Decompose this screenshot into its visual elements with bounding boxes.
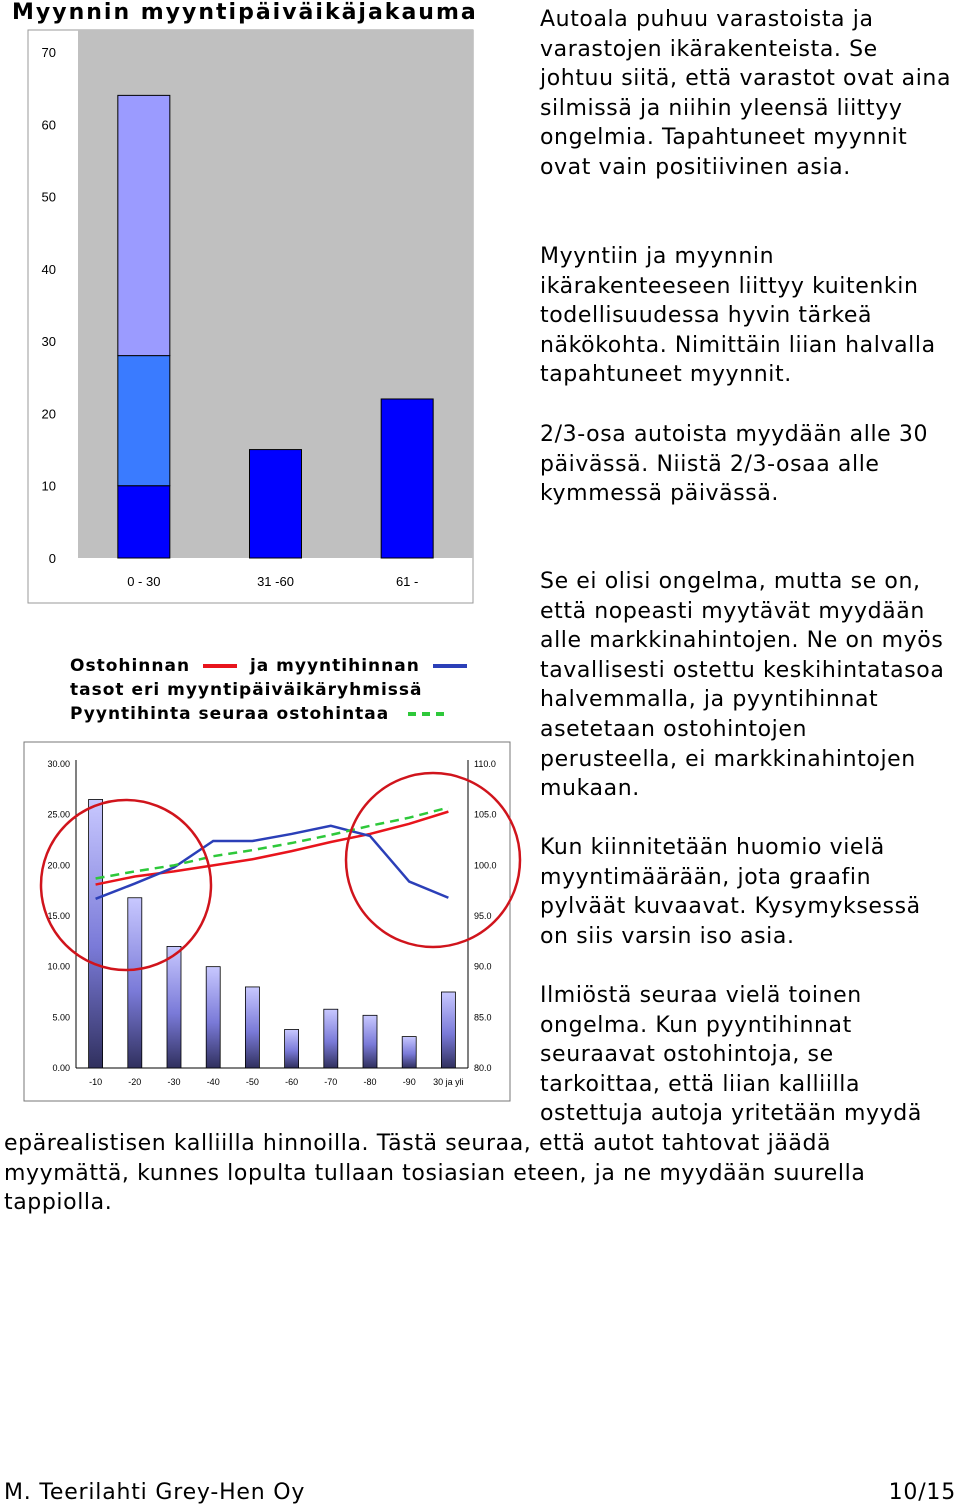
chart2-bar xyxy=(167,946,181,1068)
chart2-x-tick: -40 xyxy=(206,1077,220,1087)
chart1-y-tick: 30 xyxy=(41,334,56,350)
paragraph-3: 2/3-osa autoista myydään alle 30 päivässä. Niistä 2/3-osaa alle kymmessä päivässä. xyxy=(540,422,929,507)
chart2-bar xyxy=(128,898,142,1068)
chart1-y-tick: 50 xyxy=(41,189,56,205)
footer-author: M. Teerilahti Grey-Hen Oy xyxy=(4,1480,306,1505)
chart2-x-tick: -70 xyxy=(324,1077,338,1087)
legend-line-2: tasot eri myyntipäiväikäryhmissä xyxy=(70,680,423,700)
paragraph-5: Kun kiinnitetään huomio vielä myyntimäärään, jota graafin pylväät kuvaavat. Kysymyksessä on siis varsin iso asia. xyxy=(540,835,921,949)
chart2-right-tick: 100.0 xyxy=(474,860,497,871)
chart2-bar xyxy=(245,987,259,1068)
chart1-y-tick: 0 xyxy=(48,551,56,566)
chart2-bar xyxy=(206,967,220,1068)
chart2-left-tick: 30.00 xyxy=(47,759,70,769)
chart2-bar xyxy=(402,1037,416,1068)
chart2-bar xyxy=(324,1009,338,1068)
paragraph-6: Ilmiöstä seuraa vielä toinen ongelma. Kun pyyntihinnat seuraavat ostohintoja, se tarkoittaa, että liian kalliilla ostettuja autoja yritetään myydä xyxy=(540,983,922,1127)
chart1-y-tick: 10 xyxy=(41,478,56,494)
chart2-x-tick: -90 xyxy=(402,1077,416,1087)
chart2-right-tick: 85.0 xyxy=(474,1012,492,1023)
chart2-x-tick: -80 xyxy=(363,1077,377,1087)
chart2-x-tick: -30 xyxy=(167,1077,181,1087)
chart2-left-tick: 20.00 xyxy=(47,860,70,871)
chart2-x-tick: 30 ja yli xyxy=(433,1077,464,1087)
chart2-bar xyxy=(363,1015,377,1068)
chart2-x-tick: -10 xyxy=(89,1077,103,1087)
chart1-y-tick: 20 xyxy=(41,406,56,422)
chart2-x-tick: -50 xyxy=(245,1077,259,1087)
chart2-left-tick: 5.00 xyxy=(52,1012,70,1023)
chart2-bar xyxy=(89,799,103,1068)
chart1-y-tick: 40 xyxy=(41,261,56,277)
chart1-x-tick: 31 -60 xyxy=(257,574,294,589)
paragraph-1: Autoala puhuu varastoista ja varastojen ikärakenteista. Se johtuu siitä, että varastot ovat aina silmissä ja niihin yleensä liittyy ongelmia. Tapahtuneet myynnit ovat vain positiivinen asia. xyxy=(540,7,952,180)
legend-sale-label: ja myyntihinnan xyxy=(249,656,420,676)
price-levels-chart xyxy=(0,0,530,1110)
chart2-left-tick: 25.00 xyxy=(47,809,70,820)
paragraph-4: Se ei olisi ongelma, mutta se on, että nopeasti myytävät myydään alle markkinahintojen. Ne on myös tavallisesti ostettu keskihintatasoa halvemmalla, ja pyyntihinnat asetetaan ostohintojen perusteella, ei markkinahintojen mukaan. xyxy=(540,569,945,802)
chart2-x-tick: -60 xyxy=(285,1077,299,1087)
chart2-right-tick: 110.0 xyxy=(474,759,496,769)
chart2-left-tick: 0.00 xyxy=(52,1063,70,1073)
chart2-left-tick: 10.00 xyxy=(47,961,70,972)
chart2-right-tick: 105.0 xyxy=(474,809,497,820)
chart2-x-tick: -20 xyxy=(128,1077,142,1087)
chart2-right-tick: 80.0 xyxy=(474,1063,492,1073)
paragraph-2: Myyntiin ja myynnin ikärakenteeseen liittyy kuitenkin todellisuudessa hyvin tärkeä näkökohta. Nimittäin liian halvalla tapahtuneet myynnit. xyxy=(540,244,936,388)
legend-purchase-label: Ostohinnan xyxy=(70,656,191,676)
paragraph-6-continued: epärealistisen kalliilla hinnoilla. Tästä seuraa, että autot tahtovat jäädä myymättä, kunnes lopulta tullaan tosiasian eteen, ja ne myydään suurella tappiolla. xyxy=(4,1131,866,1216)
chart2-left-tick: 15.00 xyxy=(47,911,70,921)
page-title: Myynnin myyntipäiväikäjakauma xyxy=(12,0,478,25)
chart1-y-tick: 60 xyxy=(41,117,56,133)
chart2-bar xyxy=(285,1029,299,1068)
legend-asking-label: Pyyntihinta seuraa ostohintaa xyxy=(70,704,390,724)
chart1-x-tick: 0 - 30 xyxy=(127,574,161,589)
chart2-right-tick: 90.0 xyxy=(474,961,492,972)
chart2-bar xyxy=(441,992,455,1068)
chart1-y-tick: 70 xyxy=(41,45,56,60)
chart1-x-tick: 61 - xyxy=(395,574,419,589)
footer-page-number: 10/15 xyxy=(888,1480,956,1505)
chart2-right-tick: 95.0 xyxy=(474,911,492,921)
